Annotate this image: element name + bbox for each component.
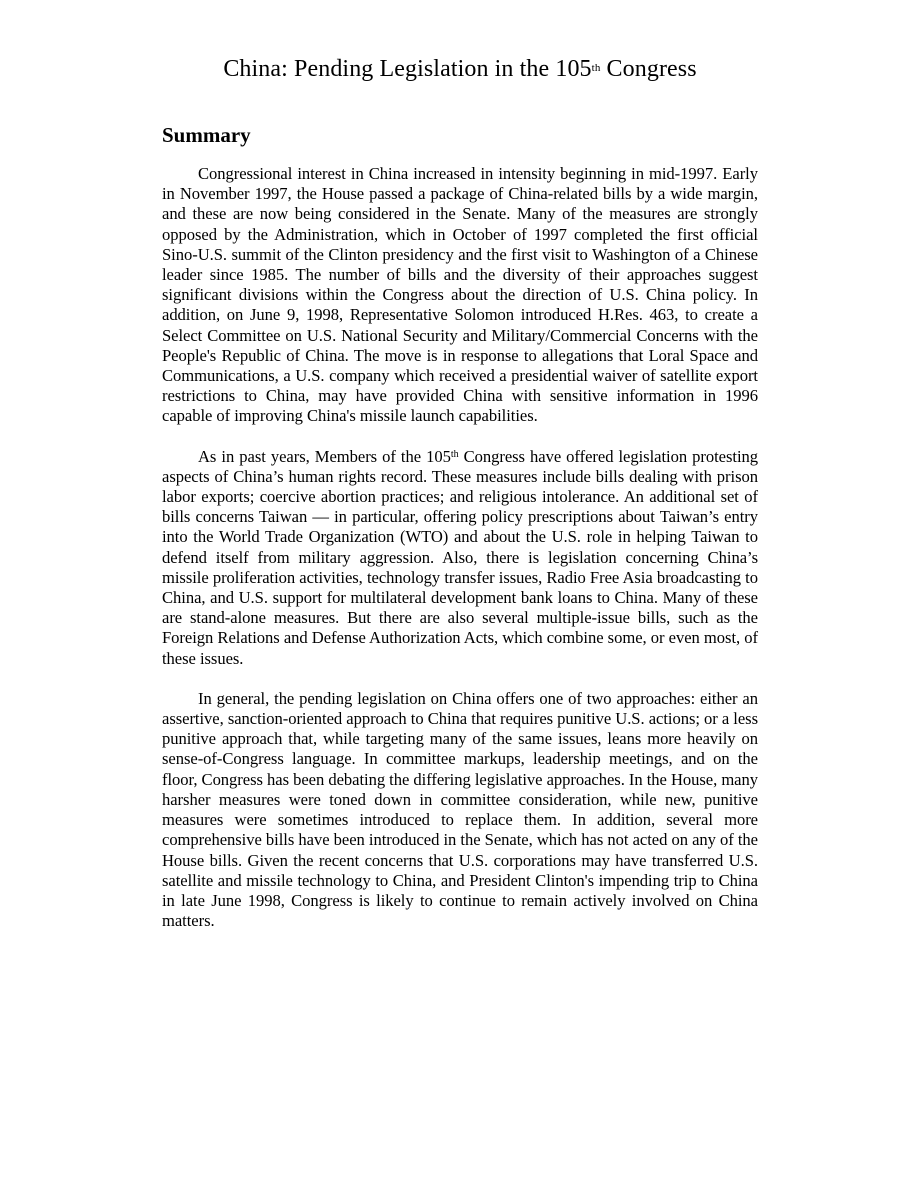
paragraph-2-rest: Congress have offered legislation protesting aspects of China’s human rights record. These measures include bills dealing with prison labor exports; coercive abortion practices; and religious intolerance. An additional set of bills concerns Taiwan — in particular, offering policy prescriptions about Taiwan’s entry into the World Trade Organization (WTO) and about the U.S. role in helping Taiwan to defend itself from military aggression. Also, there is legislation concerning China’s missile proliferation activities, technology transfer issues, Radio Free Asia broadcasting to China, and U.S. support for multilateral development bank loans to China. Many of these are stand-alone measures. But there are also several multiple-issue bills, such as the Foreign Relations and Defense Authorization Acts, which combine some, or even most, of these issues. — [162, 446, 758, 668]
summary-heading: Summary — [162, 123, 251, 147]
summary-paragraph-3: In general, the pending legislation on China offers one of two approaches: either an assertive, sanction-oriented approach to China that requires punitive U.S. actions; or a less punitive approach that, while targeting many of the same issues, leans more heavily on sense-of-Congress language. In committee markups, leadership meetings, and on the floor, Congress has been debating the differing legislative approaches. In the House, many harsher measures were toned down in committee consideration, while new, punitive measures were sometimes introduced to replace them. In addition, several more comprehensive bills have been introduced in the Senate, which has not acted on any of the House bills. Given the recent concerns that U.S. corporations may have transferred U.S. satellite and missile technology to China, and President Clinton's impending trip to China in late June 1998, Congress is likely to continue to remain actively involved on China matters. — [162, 688, 758, 931]
document-title — [162, 52, 758, 86]
title-main: China: Pending Legislation in the 105 — [223, 56, 592, 82]
title-tail: Congress — [600, 56, 697, 82]
document-page — [162, 52, 758, 951]
summary-paragraph-2 — [162, 447, 758, 669]
paragraph-2-start: As in past years, Members of the 105 — [198, 446, 451, 466]
paragraph-2-superscript: th — [450, 448, 459, 460]
summary-paragraph-1: Congressional interest in China increased in intensity beginning in mid-1997. Early in November 1997, the House passed a package of China-related bills by a wide margin, and these are now being considered in the Senate. Many of the measures are strongly opposed by the Administration, which in October of 1997 completed the first official Sino-U.S. summit of the Clinton presidency and the first visit to Washington of a Chinese leader since 1985. The number of bills and the diversity of their approaches suggest significant divisions within the Congress about the direction of U.S. China policy. In addition, on June 9, 1998, Representative Solomon introduced H.Res. 463, to create a Select Committee on U.S. National Security and Military/Commercial Concerns with the People's Republic of China. The move is in response to allegations that Loral Space and Communications, a U.S. company which received a presidential waiver of satellite export restrictions to China, may have provided China with sensitive information in 1996 capable of improving China's missile launch capabilities. — [162, 164, 758, 426]
title-superscript: th — [591, 62, 601, 74]
